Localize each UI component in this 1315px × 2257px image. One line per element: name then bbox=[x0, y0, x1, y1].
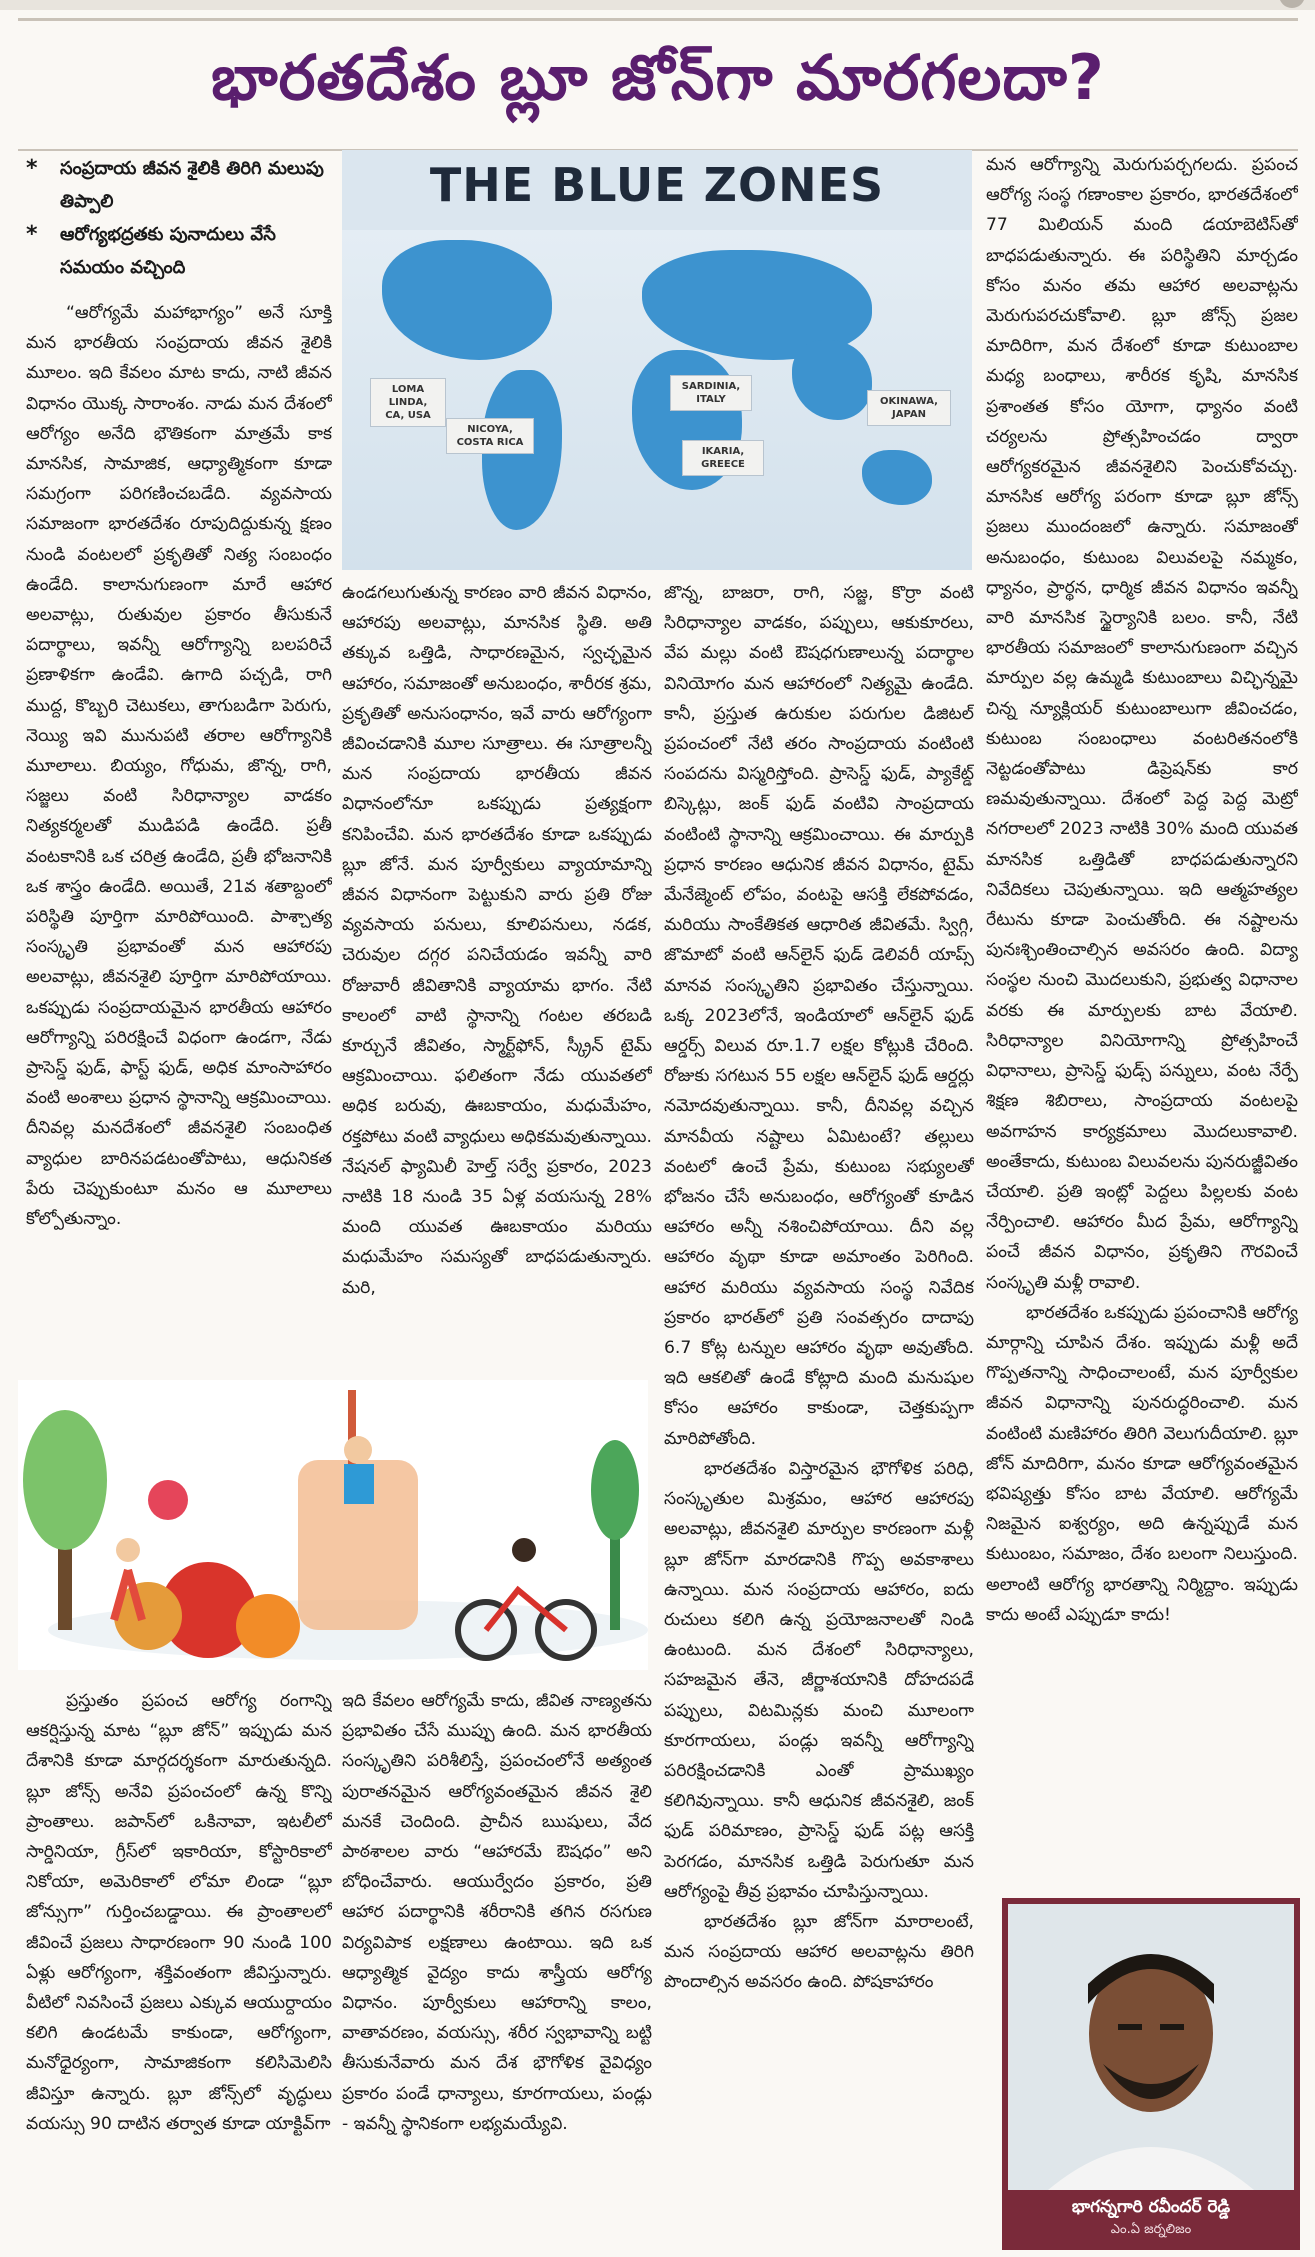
paragraph: భారతదేశం విస్తారమైన భౌగోళిక పరిధి, సంస్కృతుల మిశ్రమం, ఆహార ఆహారపు అలవాట్లు, జీవనశైలి మార్పుల కారణంగా మళ్లీ బ్లూ జోన్‌గా మారడానికి గొప్ప అవకాశాలు ఉన్నాయి. మన సంప్రదాయ ఆహారం, ఐదు రుచులు కలిగి ఉన్న ప్రయోజనాలతో నిండి ఉంటుంది. మన దేశంలో సిరిధాన్యాలు, సహజమైన తేనె, జీర్ణాశయానికి దోహదపడే పప్పులు, విటమిన్లకు మంచి మూలంగా కూరగాయలు, పండ్లు ఇవన్నీ ఆరోగ్యాన్ని పరిరక్షించడానికి ఎంతో ప్రాముఖ్యం కలిగివున్నాయి. కానీ ఆధునిక జీవనశైలి, జంక్ ఫుడ్ పరిమాణం, ప్రాసెస్డ్ ఫుడ్ పట్ల ఆసక్తి పెరగడం, మానసిక ఒత్తిడి పెరుగుతూ మన ఆరోగ్యంపై తీవ్ర ప్రభావం చూపిస్తున్నాయి. bbox=[664, 1458, 974, 1902]
blue-zones-map bbox=[342, 150, 972, 570]
article-column-5 bbox=[26, 1686, 332, 2248]
article-column-2 bbox=[342, 578, 652, 1370]
author-photo-frame bbox=[1002, 1898, 1300, 2250]
paragraph: ప్రస్తుతం ప్రపంచ ఆరోగ్య రంగాన్ని ఆకర్షిస్తున్న మాట “బ్లూ జోన్” ఇప్పుడు మన దేశానికి కూడా మార్గదర్శకంగా మారుతున్నది. బ్లూ జోన్స్ అనేవి ప్రపంచంలో ఉన్న కొన్ని ప్రాంతాలు. జపాన్‌లో ఒకినావా, ఇటలీలో సార్డినియా, గ్రీస్‌లో ఇకారియా, కోస్టారికాలో నికోయా, అమెరికాలో లోమా లిండా “బ్లూ జోన్సుగా” గుర్తించబడ్డాయి. ఈ ప్రాంతాలలో జీవించే ప్రజలు సాధారణంగా 90 నుండి 100 ఏళ్లు ఆరోగ్యంగా, శక్తివంతంగా జీవిస్తున్నారు. వీటిలో నివసించే ప్రజలు ఎక్కువ ఆయుర్దాయం కలిగి ఉండటమే కాకుండా, ఆరోగ్యంగా, మనోధైర్యంగా, సామాజికంగా కలిసిమెలిసి జీవిస్తూ ఉన్నారు. బ్లూ జోన్స్‌లో వృద్ధులు వయస్సు 90 దాటిన తర్వాత కూడా యాక్టివ్‌గా bbox=[26, 1691, 332, 2134]
article-column-3 bbox=[664, 578, 974, 2248]
article-column-4 bbox=[986, 150, 1298, 1890]
paragraph: జొన్న, బాజరా, రాగి, సజ్జ, కొర్రా వంటి సిరిధాన్యాల వాడకం, పప్పులు, ఆకుకూరలు, వేప మల్లు వంటి ఔషధగుణాలున్న పదార్థాల వినియోగం మన ఆహారంలో నిత్యమై ఉండేది. కానీ, ప్రస్తుత ఉరుకుల పరుగుల డిజిటల్ ప్రపంచంలో నేటి తరం సాంప్రదాయ వంటింటి సంపదను విస్మరిస్తోంది. ప్రాసెస్డ్ ఫుడ్, ప్యాకేట్డ్ బిస్కెట్లు, జంక్ ఫుడ్ వంటివి సాంప్రదాయ వంటింటి స్థానాన్ని ఆక్రమించాయి. ఈ మార్పుకి ప్రధాన కారణం ఆధునిక జీవన విధానం, టైమ్ మేనేజ్మెంట్ లోపం, వంటపై ఆసక్తి లేకపోవడం, మరియు సాంకేతికత ఆధారిత జీవితమే. స్విగ్గి, జొమాటో వంటి ఆన్‌లైన్ ఫుడ్ డెలివరీ యాప్స్ మానవ సంస్కృతిని ప్రభావితం చేస్తున్నాయి. ఒక్క 2023లోనే, ఇండియాలో ఆన్‌లైన్ ఫుడ్ ఆర్డర్స్ విలువ రూ.1.7 లక్షల కోట్లుకి చేరింది. రోజుకు సగటున 55 లక్షల ఆన్‌లైన్ ఫుడ్ ఆర్డర్లు నమోదవుతున్నాయి. కానీ, దీనివల్ల వచ్చిన మానవీయ నష్టాలు ఏమిటంటే? తల్లులు వంటలో ఉంచే ప్రేమ, కుటుంబ సభ్యులతో భోజనం చేసే అనుబంధం, ఆరోగ్యంతో కూడిన ఆహారం అన్నీ నశించిపోయాయి. దీని వల్ల ఆహారం వృథా కూడా అమాంతం పెరిగింది. ఆహార మరియు వ్యవసాయ సంస్థ నివేదిక ప్రకారం భారత్‌లో ప్రతి సంవత్సరం దాదాపు 6.7 కోట్ల టన్నుల ఆహారం వృథా అవుతోంది. ఇది ఆకలితో ఉండే కోట్లాది మంది మనుషుల కోసం ఆహారం కాకుండా, చెత్తకుప్పగా మారిపోతోంది. bbox=[664, 583, 974, 1449]
subhead-item bbox=[26, 152, 336, 218]
page-top-strip bbox=[0, 0, 1315, 10]
zone-label-ikaria: IKARIA, GREECE bbox=[682, 440, 764, 476]
star-bullet-icon: * bbox=[26, 222, 38, 247]
zone-label-sardinia: SARDINIA, ITALY bbox=[670, 375, 752, 411]
zone-label-loma-linda: LOMA LINDA, CA, USA bbox=[370, 378, 446, 427]
article-column-1 bbox=[26, 298, 332, 1368]
healthy-lifestyle-illustration bbox=[18, 1380, 648, 1670]
north-america-shape bbox=[382, 240, 552, 360]
author-name: భాగన్నగారి రవీందర్ రెడ్డి bbox=[1071, 2197, 1231, 2217]
paragraph: భారతదేశం ఒకప్పుడు ప్రపంచానికి ఆరోగ్య మార్గాన్ని చూపిన దేశం. ఇప్పుడు మళ్లీ అదే గొప్పతనాన్ని సాధించాలంటే, మన పూర్వీకుల జీవన విధానాన్ని పునరుద్ధరించాలి. మన వంటింటి మణిహారం తిరిగి వెలుగుదీయాలి. బ్లూ జోన్ మాదిరిగా, మనం కూడా ఆరోగ్యవంతమైన భవిష్యత్తు కోసం బాట వేయాలి. ఆరోగ్యమే నిజమైన ఐశ్వర్యం, అది ఉన్నప్పుడే మన కుటుంబం, సమాజం, దేశం బలంగా నిలుస్తుంది. అలాంటి ఆరోగ్య భారతాన్ని నిర్మిద్దాం. ఇప్పుడు కాదు అంటే ఎప్పుడూ కాదు! bbox=[986, 1302, 1298, 1625]
paragraph: ఉండగలుగుతున్న కారణం వారి జీవన విధానం, ఆహారపు అలవాట్లు, మానసిక స్థితి. అతి తక్కువ ఒత్తిడి, సాధారణమైన, స్వచ్ఛమైన ఆహారం, సమాజంతో అనుబంధం, శారీరక శ్రమ, ప్రకృతితో అనుసంధానం, ఇవే వారు ఆరోగ్యంగా జీవించడానికి మూల సూత్రాలు. ఈ సూత్రాలన్నీ మన సంప్రదాయ భారతీయ జీవన విధానంలోనూ ఒకప్పుడు ప్రత్యక్షంగా కనిపించేవి. మన భారతదేశం కూడా ఒకప్పుడు బ్లూ జోనే. మన పూర్వీకులు వ్యాయామాన్ని జీవన విధానంగా పెట్టుకుని వారు ప్రతి రోజు వ్యవసాయ పనులు, కూలిపనులు, నడక, చెరువుల దగ్గర పనిచేయడం ఇవన్నీ వారి రోజువారీ జీవితానికి వ్యాయామ భాగం. నేటి కాలంలో వాటి స్థానాన్ని గంటల తరబడి కూర్చునే జీవితం, స్మార్ట్‌ఫోన్, స్క్రీన్ టైమ్ ఆక్రమించాయి. ఫలితంగా నేడు యువతలో అధిక బరువు, ఊబకాయం, మధుమేహం, రక్తపోటు వంటి వ్యాధులు అధికమవుతున్నాయి. నేషనల్ ఫ్యామిలీ హెల్త్ సర్వే ప్రకారం, 2023 నాటికి 18 నుండి 35 ఏళ్ల వయసున్న 28% మంది యువత ఊబకాయం మరియు మధుమేహం సమస్యతో బాధపడుతున్నారు. మరి, bbox=[342, 583, 652, 1298]
paragraph: మన ఆరోగ్యాన్ని మెరుగుపర్చగలదు. ప్రపంచ ఆరోగ్య సంస్థ గణాంకాల ప్రకారం, భారతదేశంలో 77 మిలియన్ మంది డయాబెటిస్‌తో బాధపడుతున్నారు. ఈ పరిస్థితిని మార్చడం కోసం మనం తమ ఆహార అలవాట్లను మెరుగుపరచుకోవాలి. బ్లూ జోన్స్ ప్రజల మాదిరిగా, మన దేశంలో కూడా కుటుంబాల మధ్య బంధాలు, శారీరక కృషి, మానసిక ప్రశాంతత కోసం యోగా, ధ్యానం వంటి చర్యలను ప్రోత్సహించడం ద్వారా ఆరోగ్యకరమైన జీవనశైలిని పెంచుకోవచ్చు. మానసిక ఆరోగ్య పరంగా కూడా బ్లూ జోన్స్ ప్రజలు ముందంజలో ఉన్నారు. సమాజంతో అనుబంధం, కుటుంబ విలువలపై నమ్మకం, ధ్యానం, ప్రార్థన, ధార్మిక జీవన విధానం ఇవన్నీ వారి మానసిక స్థైర్యానికి బలం. కానీ, నేటి భారతీయ సమాజంలో కాలానుగుణంగా వచ్చిన మార్పుల వల్ల ఉమ్మడి కుటుంబాలు విచ్ఛిన్నమై చిన్న న్యూక్లియర్ కుటుంబాలుగా జీవించడం, కుటుంబ సంబంధాలు వంటరితనంలోకి నెట్టడంతోపాటు డిప్రెషన్‌కు కార ణమవుతున్నాయి. దేశంలో పెద్ద పెద్ద మెట్రో నగరాలలో 2023 నాటికి 30% మంది యువత మానసిక ఒత్తిడితో బాధపడుతున్నారని నివేదికలు చెపుతున్నాయి. ఇది ఆత్మహత్యల రేటును కూడా పెంచుతోంది. ఈ నష్టాలను పునఃశ్చింతించాల్సిన అవసరం ఉంది. విద్యా సంస్థల నుంచి మొదలుకుని, ప్రభుత్వ విధానాల వరకు ఈ మార్పులకు బాట వేయాలి. సిరిధాన్యాల వినియోగాన్ని ప్రోత్సహించే విధానాలు, ప్రాసెస్డ్ ఫుడ్స్ పన్నులు, వంట నేర్పే శిక్షణ శిబిరాలు, సాంప్రదాయ వంటలపై అవగాహన కార్యక్రమాలు మొదలుకావాలి. అంతేకాదు, కుటుంబ విలువలను పునరుజ్జీవితం చేయాలి. ప్రతి ఇంట్లో పెద్దలు పిల్లలకు వంట నేర్పించాలి. ఆహారం మీద ప్రేమ, ఆరోగ్యాన్ని పంచే జీవన విధానం, ప్రకృతిని గౌరవించే సంస్కృతి మళ్లీ రావాలి. bbox=[986, 155, 1298, 1293]
page-corner bbox=[1279, 0, 1305, 8]
paragraph: ఇది కేవలం ఆరోగ్యమే కాదు, జీవిత నాణ్యతను ప్రభావితం చేసే ముప్పు ఉంది. మన భారతీయ సంస్కృతిని పరిశీలిస్తే, ప్రపంచంలోనే అత్యంత పురాతనమైన ఆరోగ్యవంతమైన జీవన శైలి మనకే చెందింది. ప్రాచీన ఋషులు, వేద పాఠశాలల వారు “ఆహారమే ఔషధం” అని బోధించేవారు. ఆయుర్వేదం ప్రకారం, ప్రతి ఆహార పదార్థానికి శరీరానికి తగిన రసగుణ విర్యవిపాక లక్షణాలు ఉంటాయి. ఇది ఒక ఆధ్యాత్మిక వైద్యం కాదు శాస్త్రీయ ఆరోగ్య విధానం. పూర్వీకులు ఆహారాన్ని కాలం, వాతావరణం, వయస్సు, శరీర స్వభావాన్ని బట్టి తీసుకునేవారు మన దేశ భౌగోళిక వైవిధ్యం ప్రకారం పండే ధాన్యాలు, కూరగాయలు, పండ్లు - ఇవన్నీ స్థానికంగా లభ్యమయ్యేవి. bbox=[342, 1691, 652, 2134]
paragraph: భారతదేశం బ్లూ జోన్‌గా మారాలంటే, మన సంప్రదాయ ఆహార అలవాట్లను తిరిగి పొందాల్సిన అవసరం ఉంది. పోషకాహారం bbox=[664, 1911, 974, 1993]
asia-south-shape bbox=[792, 340, 872, 420]
map-title: THE BLUE ZONES bbox=[429, 158, 885, 212]
headline: భారతదేశం బ్లూ జోన్‌గా మారగలదా? bbox=[211, 41, 1105, 114]
subhead-text: ఆరోగ్యభద్రతకు పునాదులు వేసే సమయం వచ్చింది bbox=[60, 224, 276, 278]
subhead-text: సంప్రదాయ జీవన శైలికి తిరిగి మలుపు తిప్పాలి bbox=[60, 158, 324, 212]
headline-banner bbox=[18, 18, 1298, 151]
australia-shape bbox=[862, 450, 932, 505]
author-photo bbox=[1008, 1904, 1294, 2190]
author-title: ఎం.ఏ జర్నలిజం bbox=[1110, 2222, 1192, 2237]
subheads bbox=[26, 152, 336, 284]
subhead-item bbox=[26, 218, 336, 284]
paragraph: “ఆరోగ్యమే మహాభాగ్యం” అనే సూక్తి మన భారతీయ సంప్రదాయ జీవన శైలికి మూలం. ఇది కేవలం మాట కాదు, నాటి జీవన విధానం యొక్క సారాంశం. నాడు మన దేశంలో ఆరోగ్యం అనేది భౌతికంగా మాత్రమే కాక మానసిక, సామాజిక, ఆధ్యాత్మికంగా కూడా సమగ్రంగా పరిగణించబడేది. వ్యవసాయ సమాజంగా భారతదేశం రూపుదిద్దుకున్న క్షణం నుండి వంటలలో ప్రకృతితో నిత్య సంబంధం ఉండేది. కాలానుగుణంగా మారే ఆహార అలవాట్లు, రుతువుల ప్రకారం తీసుకునే పదార్థాలు, ఇవన్నీ ఆరోగ్యాన్ని బలపరిచే ప్రణాళికగా ఉండేవి. ఉగాది పచ్చడి, రాగి ముద్ద, కొబ్బరి చెటుకలు, తాగుబడిగా పెరుగు, నెయ్యి ఇవి మునుపటి తరాల ఆరోగ్యానికి మూలాలు. బియ్యం, గోధుమ, జొన్న, రాగి, సజ్జలు వంటి సిరిధాన్యాల వాడకం నిత్యకర్మలతో ముడిపడి ఉండేది. ప్రతీ వంటకానికి ఒక చరిత్ర ఉండేది, ప్రతీ భోజనానికి ఒక శాస్త్రం ఉండేది. అయితే, 21వ శతాబ్దంలో పరిస్థితి పూర్తిగా మారిపోయింది. పాశ్చాత్య సంస్కృతి ప్రభావంతో మన ఆహారపు అలవాట్లు, జీవనశైలి పూర్తిగా మారిపోయాయి. ఒకప్పుడు సంప్రదాయమైన భారతీయ ఆహారం ఆరోగ్యాన్ని పరిరక్షించే విధంగా ఉండగా, నేడు ప్రాసెస్డ్ ఫుడ్, ఫాస్ట్ ఫుడ్, అధిక మాంసాహారం వంటి అంశాలు ప్రధాన స్థానాన్ని ఆక్రమించాయి. దీనివల్ల మనదేశంలో జీవనశైలి సంబంధిత వ్యాధుల బారినపడటంతోపాటు, ఆధునికత పేరు చెప్పుకుంటూ మనం ఆ మూలాలు కోల్పోతున్నాం. bbox=[26, 303, 332, 1230]
zone-label-nicoya: NICOYA, COSTA RICA bbox=[446, 418, 534, 454]
star-bullet-icon: * bbox=[26, 156, 38, 181]
zone-label-okinawa: OKINAWA, JAPAN bbox=[867, 390, 951, 426]
author-portrait-icon bbox=[1008, 1904, 1294, 2190]
lifestyle-illustration-icon bbox=[18, 1380, 648, 1670]
article-column-6 bbox=[342, 1686, 652, 2248]
